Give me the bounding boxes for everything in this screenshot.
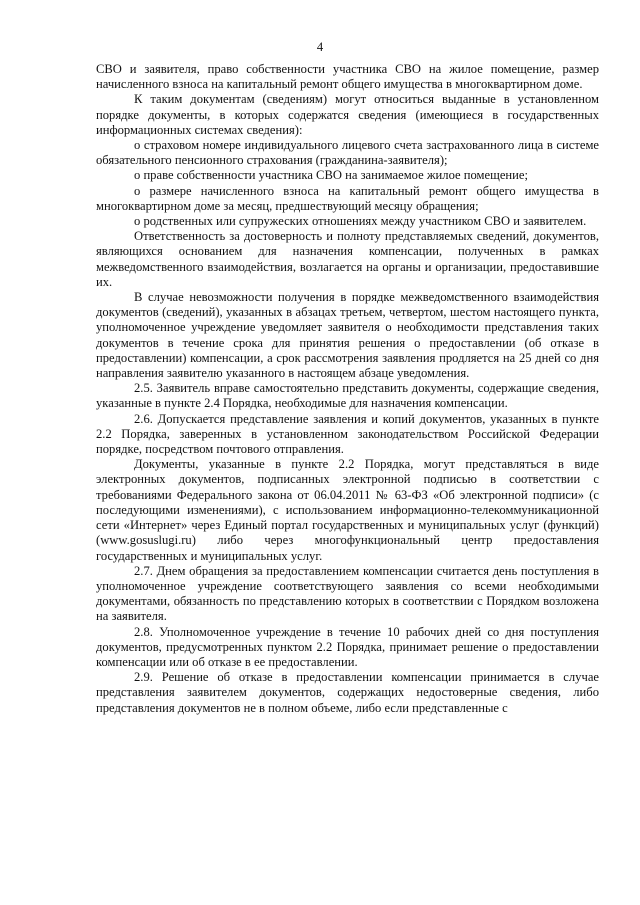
paragraph-7: Ответственность за достоверность и полноту представляемых сведений, документов, являющихся основанием для назначения компенсации, полученных в рамках межведомственного взаимодействия, возлагается на органы и организации, предоставившие их.	[96, 229, 599, 289]
paragraph-6: о родственных или супружеских отношениях между участником СВО и заявителем.	[134, 214, 587, 229]
paragraph-8: В случае невозможности получения в порядке межведомственного взаимодействия документов (сведений), указанных в абзацах третьем, четвертом, шестом настоящего пункта, уполномоченное учреждение уведомляет заявителя о необходимости представления таких документов в течение срока для принятия решения о предоставлении (об отказе в предоставлении) компенсации, а срок рассмотрения заявления продляется на 25 дней со дня направления заявителю указанного в настоящем абзаце уведомления.	[96, 290, 599, 381]
paragraph-5: о размере начисленного взноса на капитальный ремонт общего имущества в многоквартирном доме за месяц, предшествующий месяцу обращения;	[96, 183, 599, 213]
paragraph-11: Документы, указанные в пункте 2.2 Порядка, могут представляться в виде электронных документов, подписанных электронной подписью в соответствии с требованиями Федерального закона от 06.04.2011 № 63-ФЗ «Об электронной подписи» (с последующими изменениями), с использованием информационно-телекоммуникационной сети «Интернет» через Единый портал государственных и муниципальных услуг (функций) (www.gosuslugi.ru) либо через многофункциональный центр предоставления государственных и муниципальных услуг.	[96, 457, 599, 563]
paragraph-12: 2.7. Днем обращения за предоставлением компенсации считается день поступления в уполномоченное учреждение соответствующего заявления со всеми необходимыми документами, обязанность по представлению которых в соответствии с Порядком возложена на заявителя.	[96, 563, 599, 624]
paragraph-4: о праве собственности участника СВО на занимаемое жилое помещение;	[134, 168, 528, 183]
paragraph-14: 2.9. Решение об отказе в предоставлении компенсации принимается в случае представления заявителем документов, содержащих недостоверные сведения, либо представления документов не в полном объеме, либо если представленные с	[96, 670, 599, 715]
page-number: 4	[316, 40, 324, 54]
document-body	[96, 62, 599, 716]
paragraph-1: СВО и заявителя, право собственности участника СВО на жилое помещение, размер начисленного взноса на капитальный ремонт общего имущества в многоквартирном доме.	[96, 62, 599, 92]
paragraph-3: о страховом номере индивидуального лицевого счета застрахованного лица в системе обязательного пенсионного страхования (гражданина-заявителя);	[96, 138, 599, 168]
paragraph-13: 2.8. Уполномоченное учреждение в течение 10 рабочих дней со дня поступления документов, предусмотренных пунктом 2.2 Порядка, принимает решение о предоставлении компенсации или об отказе в ее предоставлении.	[96, 624, 599, 669]
paragraph-9: 2.5. Заявитель вправе самостоятельно представить документы, содержащие сведения, указанные в пункте 2.4 Порядка, необходимые для назначения компенсации.	[96, 381, 599, 411]
paragraph-2: К таким документам (сведениям) могут относиться выданные в установленном порядке документы, в которых содержатся сведения (имеющиеся в государственных информационных системах сведения):	[96, 92, 599, 137]
paragraph-10: 2.6. Допускается представление заявления и копий документов, указанных в пункте 2.2 Порядка, заверенных в установленном законодательством Российской Федерации порядке, посредством почтового отправления.	[96, 411, 599, 457]
